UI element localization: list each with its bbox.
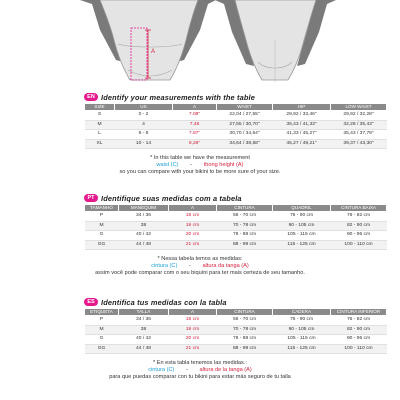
table-cell: 4: [115, 120, 173, 130]
table-cell: 100 - 110 cm: [331, 344, 387, 354]
table-cell: M: [85, 221, 119, 231]
column-header: US: [115, 104, 173, 111]
column-header: CINTURA BAIXA: [331, 205, 387, 212]
column-header: CINTURA INFERIOR: [331, 309, 387, 316]
torso-illustrations: [0, 0, 400, 90]
table-cell: 70 - 78 cm: [217, 325, 273, 335]
table-cell: 0 - 2: [115, 111, 173, 121]
table-cell: 76 - 90 cm: [273, 316, 331, 326]
table-cell: 19 cm: [169, 325, 217, 335]
size-table-es: [84, 308, 387, 354]
table-cell: 90 - 105 cm: [273, 325, 331, 335]
bikini-measurement-figures: [0, 0, 400, 90]
note-line-1: * Nessa tabela temos as medidas:: [157, 256, 243, 262]
table-cell: 100 - 110 cm: [331, 240, 387, 250]
section-en-title-row: [84, 92, 255, 102]
table-cell: 22,04 / 27,55": [217, 111, 273, 121]
table-cell: 32,28 / 35,43": [331, 120, 387, 130]
table-cell: P: [85, 316, 119, 326]
table-cell: G: [85, 335, 119, 345]
table-cell: 38: [119, 221, 169, 231]
table-row: [85, 221, 387, 231]
table-row: [85, 316, 387, 326]
table-row: [85, 240, 387, 250]
note-line-2: [0, 162, 400, 169]
column-header: CADERA: [273, 309, 331, 316]
note-line-3: para que puedas comparar con tu bikini para estar más seguro de tu talla: [109, 374, 291, 380]
table-row: [85, 111, 387, 121]
table-cell: 90 - 96 cm: [331, 335, 387, 345]
note-waist-label: cintura (C): [151, 263, 178, 269]
table-cell: 115 - 125 cm: [273, 344, 331, 354]
table-cell: 6 - 8: [115, 130, 173, 140]
section-es: [0, 297, 400, 397]
note-height-label: thong height (A): [203, 162, 244, 168]
table-row: [85, 325, 387, 335]
table-row: [85, 130, 387, 140]
front-torso-figure: [80, 0, 216, 80]
table-cell: 7.48: [173, 120, 217, 130]
table-row: [85, 344, 387, 354]
table-cell: 35,43 / 41,33": [273, 120, 331, 130]
table-cell: 34 / 36: [119, 212, 169, 222]
section-pt-title-row: [84, 193, 242, 203]
section-en: [0, 92, 400, 190]
table-cell: 34 / 36: [119, 316, 169, 326]
table-cell: 56 - 70 cm: [217, 316, 273, 326]
table-cell: 21 cm: [169, 240, 217, 250]
column-header: CINTURA: [217, 309, 273, 316]
note-line-2: [0, 367, 400, 374]
table-cell: 70 - 78 cm: [217, 221, 273, 231]
table-cell: 41,33 / 45,27": [273, 130, 331, 140]
size-table-pt: [84, 204, 387, 250]
section-en-title: Identify your measurements with the table: [101, 92, 255, 102]
note-waist-label: waist (C): [156, 162, 179, 168]
note-separator: -: [190, 162, 193, 168]
table-cell: 88 - 98 cm: [217, 344, 273, 354]
note-height-label: altura da tanga (A): [202, 263, 249, 269]
table-cell: 56 - 70 cm: [217, 212, 273, 222]
table-cell: 39,37 / 43,30": [331, 139, 387, 149]
size-table-en: [84, 103, 387, 149]
table-cell: XL: [85, 139, 115, 149]
table-cell: 18 cm: [169, 212, 217, 222]
table-cell: 27,55 / 30,70": [217, 120, 273, 130]
table-cell: M: [85, 325, 119, 335]
table-row: [85, 231, 387, 241]
table-cell: 90 - 105 cm: [273, 221, 331, 231]
column-header: SIZE: [85, 104, 115, 111]
note-separator: -: [185, 367, 188, 373]
note-line-2: [0, 263, 400, 270]
column-header: HIP: [273, 104, 331, 111]
table-cell: 20 cm: [169, 231, 217, 241]
table-cell: 78 - 88 cm: [217, 335, 273, 345]
table-cell: 88 - 98 cm: [217, 240, 273, 250]
table-cell: L: [85, 130, 115, 140]
table-cell: 82 - 90 cm: [331, 325, 387, 335]
table-cell: 19 cm: [169, 221, 217, 231]
table-cell: 45,27 / 49,21": [273, 139, 331, 149]
table-row: [85, 335, 387, 345]
table-cell: 44 / 48: [119, 344, 169, 354]
column-header: QUADRIL: [273, 205, 331, 212]
note-waist-label: cintura (C): [148, 367, 175, 373]
back-torso-figure: [215, 0, 336, 82]
measurement-a-label: A: [151, 49, 156, 55]
column-header: TALLA: [119, 309, 169, 316]
column-header: WAIST: [217, 104, 273, 111]
table-row: [85, 120, 387, 130]
table-row: [85, 212, 387, 222]
table-cell: 8,26": [173, 139, 217, 149]
table-cell: 34,64 / 38,58": [217, 139, 273, 149]
table-cell: GG: [85, 344, 119, 354]
note-separator: -: [188, 263, 191, 269]
column-header: TAMANHO: [85, 205, 119, 212]
table-cell: 105 - 115 cm: [273, 335, 331, 345]
language-badge-en: EN: [84, 93, 98, 101]
language-badge-es: ES: [84, 298, 98, 306]
column-header: ETIQUETA: [85, 309, 119, 316]
column-header: MANEQUIM: [119, 205, 169, 212]
table-cell: 30,70 / 34,64": [217, 130, 273, 140]
table-cell: 20 cm: [169, 335, 217, 345]
table-cell: 35,43 / 37,79": [331, 130, 387, 140]
table-cell: GG: [85, 240, 119, 250]
note-line-1: * En esta tabla tenemos las medidas.:: [153, 360, 247, 366]
column-header: A: [169, 205, 217, 212]
table-cell: 90 - 96 cm: [331, 231, 387, 241]
table-cell: 76 - 82 cm: [331, 212, 387, 222]
note-line-1: * In this table we have the measurement: [150, 155, 250, 161]
table-header-row: [85, 309, 387, 316]
table-cell: 40 / 42: [119, 231, 169, 241]
table-row: [85, 139, 387, 149]
table-cell: 29,92 / 32,28": [331, 111, 387, 121]
note-line-3: assim você pode comparar com o seu biquíni para ter mais certeza de seu tamanho.: [95, 270, 305, 276]
table-cell: S: [85, 111, 115, 121]
table-cell: 21 cm: [169, 344, 217, 354]
table-cell: 76 - 82 cm: [331, 316, 387, 326]
column-header: LOW WAIST: [331, 104, 387, 111]
table-cell: 29,92 / 33,46": [273, 111, 331, 121]
table-cell: M: [85, 120, 115, 130]
table-cell: 18 cm: [169, 316, 217, 326]
table-cell: 115 - 125 cm: [273, 240, 331, 250]
table-cell: 82 - 90 cm: [331, 221, 387, 231]
column-header: A: [169, 309, 217, 316]
table-cell: 76 - 90 cm: [273, 212, 331, 222]
table-cell: 44 / 48: [119, 240, 169, 250]
table-cell: 10 - 14: [115, 139, 173, 149]
section-es-title-row: [84, 297, 227, 307]
table-cell: 38: [119, 325, 169, 335]
note-line-3: so you can compare with your bikini to be more sure of your size.: [119, 169, 281, 175]
section-es-title: Identifica tus medidas con la tabla: [101, 297, 227, 307]
table-cell: 7.08": [173, 111, 217, 121]
table-cell: 40 / 42: [119, 335, 169, 345]
column-header: A: [173, 104, 217, 111]
table-cell: G: [85, 231, 119, 241]
section-pt-title: Identifique suas medidas com a tabela: [101, 193, 242, 203]
column-header: CINTURA: [217, 205, 273, 212]
note-height-label: altura de la tanga (A): [199, 367, 252, 373]
section-pt: [0, 193, 400, 291]
language-badge-pt: PT: [84, 194, 98, 202]
table-header-row: [85, 205, 387, 212]
table-cell: 78 - 88 cm: [217, 231, 273, 241]
table-cell: 7.87": [173, 130, 217, 140]
table-cell: 105 - 115 cm: [273, 231, 331, 241]
table-cell: P: [85, 212, 119, 222]
table-header-row: [85, 104, 387, 111]
